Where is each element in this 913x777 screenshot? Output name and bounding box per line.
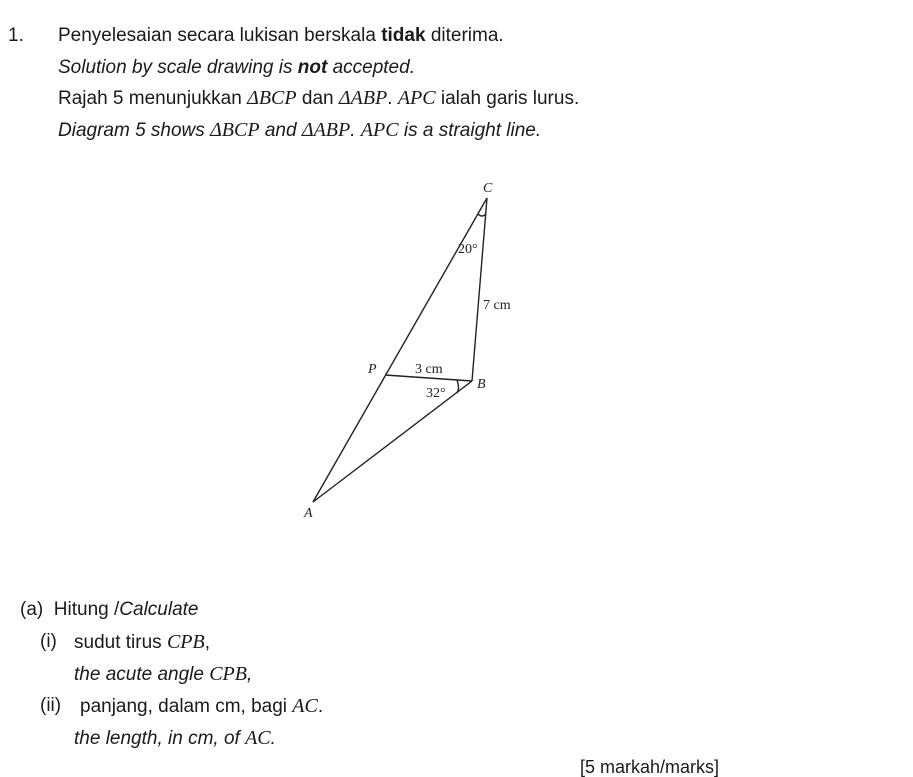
length-bc-label: 7 cm	[483, 298, 511, 313]
text: sudut tirus	[74, 632, 167, 653]
text: accepted.	[327, 57, 415, 78]
text: ,	[247, 664, 253, 685]
line-ab	[313, 381, 472, 502]
math: ΔABP	[338, 87, 388, 109]
text: Diagram 5 shows	[58, 120, 211, 141]
text: Solution by scale drawing is	[58, 57, 298, 78]
line-cb	[472, 198, 487, 381]
text: the length, in cm, of	[74, 728, 246, 749]
question-number: 1.	[8, 25, 24, 46]
math: CPB	[209, 663, 247, 685]
text: .	[350, 120, 361, 141]
part-a	[20, 600, 199, 619]
text: .	[387, 88, 398, 109]
math: APC	[397, 87, 436, 109]
point-b-label: B	[477, 377, 486, 392]
math: AC	[245, 727, 271, 749]
part-ii-malay	[80, 696, 323, 716]
text: Hitung /	[53, 599, 120, 620]
angle-b-label: 32°	[426, 386, 446, 401]
math: AC	[292, 695, 318, 717]
math: CPB	[166, 631, 205, 653]
text: Rajah 5 menunjukkan	[58, 88, 248, 109]
text: the acute angle	[74, 664, 210, 685]
point-c-label: C	[483, 181, 493, 196]
part-ii-label: (ii)	[40, 695, 62, 716]
emphasis: not	[297, 57, 328, 78]
math: APC	[360, 119, 399, 141]
text: .	[270, 728, 276, 749]
text: .	[317, 696, 324, 717]
part-a-label: (a)	[20, 599, 44, 620]
length-pb-label: 3 cm	[415, 362, 443, 377]
math: ΔABP	[301, 119, 351, 141]
part-ii-english	[74, 728, 276, 748]
angle-c-label: 20°	[458, 242, 478, 257]
text: panjang, dalam cm, bagi	[80, 696, 293, 717]
point-p-label: P	[368, 362, 377, 377]
part-i-english	[74, 664, 252, 684]
point-a-label: A	[304, 506, 313, 521]
text: ,	[204, 632, 210, 653]
math: ΔBCP	[210, 119, 260, 141]
part-i-label: (i)	[40, 631, 57, 652]
text: Calculate	[119, 599, 199, 620]
text: ialah garis lurus.	[435, 88, 580, 109]
text: is a straight line.	[398, 120, 542, 141]
emphasis: tidak	[381, 25, 426, 46]
part-i-malay	[74, 632, 210, 652]
text: Penyelesaian secara lukisan berskala	[58, 25, 382, 46]
marks-label: [5 markah/marks]	[580, 757, 720, 777]
text: and	[259, 120, 302, 141]
text: dan	[296, 88, 339, 109]
math: ΔBCP	[247, 87, 297, 109]
angle-arc-c	[478, 214, 486, 216]
text: diterima.	[425, 25, 504, 46]
angle-arc-b	[457, 380, 459, 393]
